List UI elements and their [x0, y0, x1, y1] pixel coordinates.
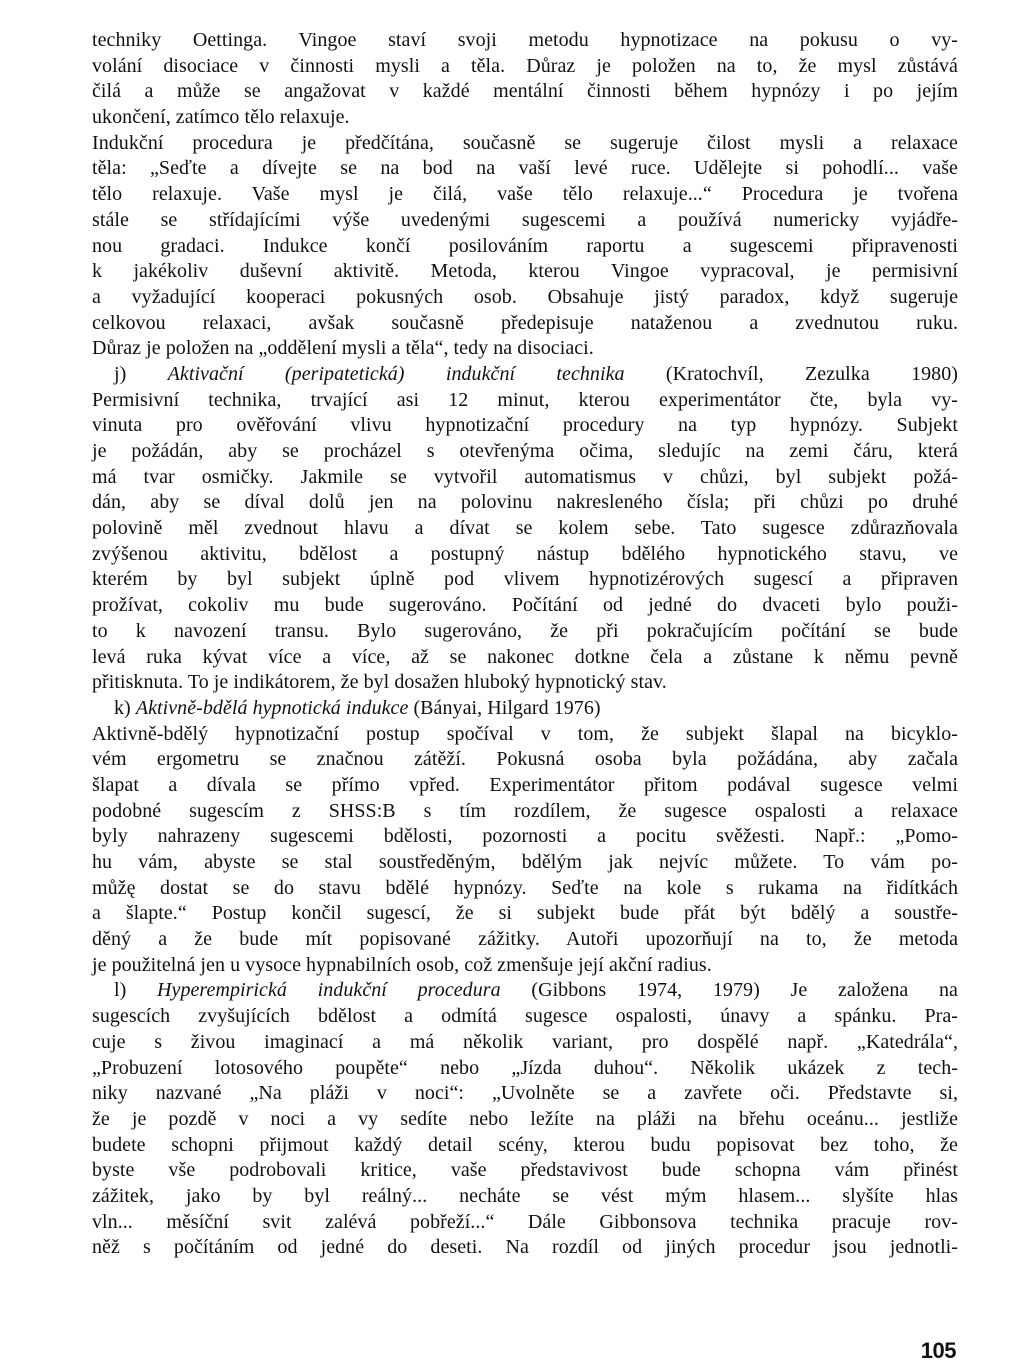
text-line: Důraz je položen na „oddělení mysli a těla“, tedy na disociaci. — [92, 337, 594, 360]
technique-name: Hyperempirická indukční procedura — [157, 979, 501, 1002]
text-line: Permisivní technika, trvající asi 12 minut, kterou experimentátor čte, byla vy- — [92, 388, 958, 411]
text-line: a šlapte.“ Postup končil sugescí, že si subjekt bude přát být bdělý a soustře- — [92, 902, 958, 925]
text-line: volání disociace v činnosti mysli a těla. Důraz je položen na to, že mysl zůstává — [92, 54, 958, 77]
text-line: to k navození transu. Bylo sugerováno, že při pokračujícím počítání se bude — [92, 619, 958, 642]
text-line: „Probuzení lotosového poupěte“ nebo „Jízda duhou“. Několik ukázek z tech- — [92, 1056, 958, 1079]
text-line: a vyžadující kooperaci pokusných osob. Obsahuje jistý paradox, když sugeruje — [92, 285, 958, 308]
text-line: přitisknuta. To je indikátorem, že byl dosažen hluboký hypnotický stav. — [92, 671, 667, 694]
text-line: má tvar osmičky. Jakmile se vytvořil automatismus v chůzi, byl subjekt požá- — [92, 465, 958, 488]
text-line: je použitelná jen u vysoce hypnabilních osob, což zmenšuje její akční radius. — [92, 953, 712, 976]
text-line: ukončení, zatímco tělo relaxuje. — [92, 106, 350, 129]
text-line: čilá a může se angažovat v každé mentální činnosti během hypnózy i po jejím — [92, 80, 958, 103]
text-line: vinuta pro ověřování vlivu hypnotizační procedury na typ hypnózy. Subjekt — [92, 414, 958, 437]
page-text — [92, 28, 958, 1261]
text-line: hu vám, abyste se stal soustředěným, bdělým jak nejvíc můžete. To vám po- — [92, 851, 958, 873]
technique-name: Aktivně-bdělá hypnotická indukce — [135, 696, 409, 719]
text-line: tělo relaxuje. Vaše mysl je čilá, vaše tělo relaxuje...“ Procedura je tvořena — [92, 183, 958, 206]
text-line: niky nazvané „Na pláži v noci“: „Uvolněte se a zavřete oči. Představte si, — [92, 1082, 958, 1105]
text-line: Aktivně-bdělý hypnotizační postup spočíval v tom, že subjekt šlapal na bicyklo- — [92, 722, 958, 745]
text-line: šlapat a dívala se přímo vpřed. Experimentátor přitom podával sugesce velmi — [92, 773, 958, 796]
section-heading-k: k) Aktivně-bdělá hypnotická indukce (Bányai, Hilgard 1976) — [114, 696, 601, 719]
text-line: prožívat, cokoliv mu bude sugerováno. Počítání od jedné do dvaceti bylo použi- — [92, 594, 958, 617]
technique-name: Aktivační (peripatetická) indukční technika — [167, 362, 625, 385]
text-line: techniky Oettinga. Vingoe staví svoji metodu hypnotizace na pokusu o vy- — [92, 29, 958, 51]
text-line: že je pozdě v noci a vy sedíte nebo ležíte na pláži na břehu oceánu... jestliže — [92, 1107, 958, 1130]
text-line: dán, aby se díval dolů jen na polovinu nakresleného čísla; při chůzi po druhé — [92, 491, 958, 514]
text-line: můžę dostat se do stavu bdělé hypnózy. Seďte na kole s rukama na řidítkách — [92, 876, 958, 899]
text-line: zvýšenou aktivitu, bdělost a postupný nástup bdělého hypnotického stavu, ve — [92, 542, 958, 565]
text-line: byste vše podrobovali kritice, vaše představivost bude schopna vám přinést — [92, 1159, 958, 1182]
text-line: zážitek, jako by byl reálný... necháte se vést mým hlasem... slyšíte hlas — [92, 1184, 958, 1207]
text-line: vém ergometru se značnou zátěží. Pokusná osoba byla požádána, aby začala — [92, 748, 958, 771]
text-line: děný a že bude mít popisované zážitky. Autoři upozorňují na to, že metoda — [92, 928, 958, 951]
text-line: budete schopni přijmout každý detail scény, kterou budu popisovat bez toho, že — [92, 1133, 958, 1156]
text-line: nou gradaci. Indukce končí posilováním raportu a sugescemi připravenosti — [92, 234, 958, 257]
text-line: polovině měl zvednout hlavu a dívat se kolem sebe. Tato sugesce zdůrazňovala — [92, 517, 958, 540]
text-line: k jakékoliv duševní aktivitě. Metoda, kterou Vingoe vypracoval, je permisivní — [92, 260, 958, 283]
text-line: Indukční procedura je předčítána, současně se sugeruje čilost mysli a relaxace — [92, 131, 958, 154]
text-line: byly nahrazeny sugescemi bdělosti, pozornosti a pocitu svěžesti. Např.: „Pomo- — [92, 825, 958, 848]
text-line: těla: „Seďte a dívejte se na bod na vaší levé ruce. Udělejte si pohodlí... vaše — [92, 157, 958, 180]
text-line: vln... měsíční svit zalévá pobřeží...“ Dále Gibbonsova technika pracuje rov- — [92, 1210, 958, 1233]
text-line: stále se střídajícími výše uvedenými sugescemi a používá numericky vyjádře- — [92, 208, 958, 231]
text-line: něž s počítáním od jedné do deseti. Na rozdíl od jiných procedur jsou jednotli- — [92, 1236, 958, 1259]
text-line: celkovou relaxaci, avšak současně předepisuje nataženou a zvednutou ruku. — [92, 311, 958, 334]
text-line: sugescích zvyšujících bdělost a odmítá sugesce ospalosti, únavy a spánku. Pra- — [92, 1005, 958, 1028]
text-line: je požádán, aby se procházel s otevřenýma očima, sledujíc na zemi čáru, která — [92, 440, 958, 462]
section-heading-j: j) Aktivační (peripatetická) indukční technika (Kratochvíl, Zezulka 1980) — [114, 362, 958, 385]
section-heading-l: l) Hyperempirická indukční procedura (Gibbons 1974, 1979) Je založena na — [114, 979, 958, 1002]
page-number: 105 — [920, 1338, 956, 1363]
text-line: levá ruka kývat více a více, až se nakonec dotkne čela a zůstane k němu pevně — [92, 645, 958, 668]
text-line: cuje s živou imaginací a má několik variant, pro dospělé např. „Katedrála“, — [92, 1030, 958, 1053]
text-line: kterém by byl subjekt úplně pod vlivem hypnotizérových sugescí a připraven — [92, 568, 958, 591]
text-line: podobné sugescím z SHSS:B s tím rozdílem, že sugesce ospalosti a relaxace — [92, 799, 958, 822]
